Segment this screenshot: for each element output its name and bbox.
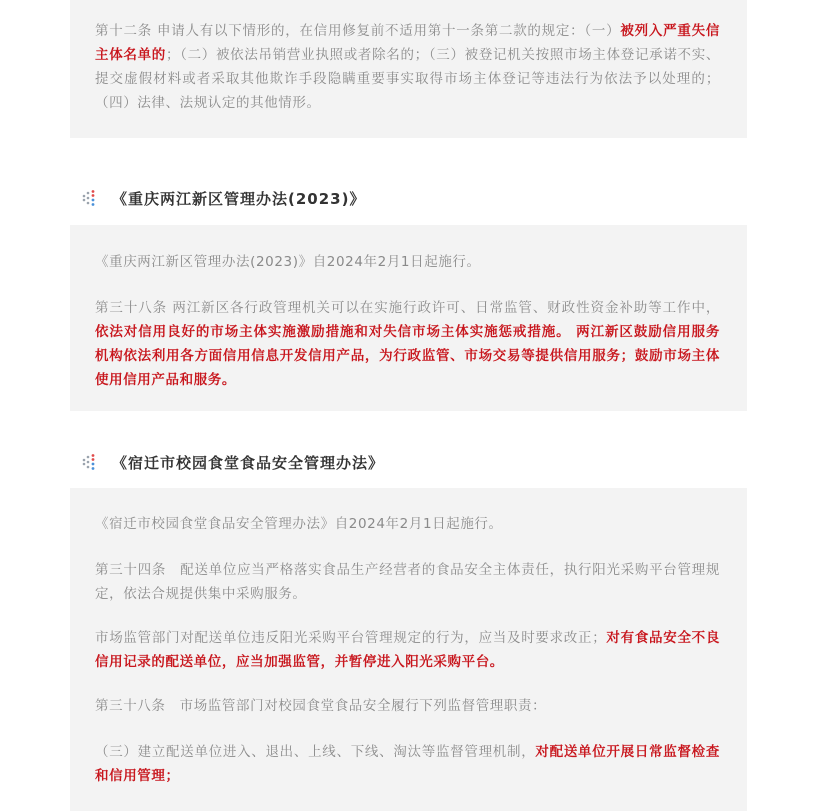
- section-title: 《宿迁市校园食堂食品安全管理办法》: [112, 453, 385, 472]
- article-12-emphasis: 被列入严重失信主体名单的: [95, 23, 721, 63]
- supervision-emphasis: 对有食品安全不良信用记录的配送单位，应当加强监管，并暂停进入阳光采购平台。: [95, 630, 720, 670]
- article-12-text-start: 第十二条 申请人有以下情形的，在信用修复前不适用第十一条第二款的规定：（一）: [95, 23, 621, 39]
- article-box-credit-repair: [70, 0, 747, 138]
- effective-date-paragraph: 《宿迁市校园食堂食品安全管理办法》自2024年2月1日起施行。: [95, 516, 503, 532]
- section-heading-suqian: [82, 450, 384, 474]
- section-title: 《重庆两江新区管理办法(2023)》: [112, 189, 366, 208]
- article-box-chongqing: [70, 225, 747, 411]
- article-12-paragraph: [95, 19, 720, 115]
- article-34-paragraph: 第三十四条 配送单位应当严格落实食品生产经营者的食品安全主体责任，执行阳光采购平台管理规定，依法合规提供集中采购服务。: [95, 562, 720, 602]
- article-38-emphasis: 依法对信用良好的市场主体实施激励措施和对失信市场主体实施惩戒措施。 两江新区鼓励信用服务机构依法利用各方面信用信息开发信用产品，为行政监管、市场交易等提供信用服务；鼓励市场主体使用信用产品和服务。: [95, 324, 720, 388]
- article-12-text-end: ；（二）被依法吊销营业执照或者除名的；（三）被登记机关按照市场主体登记承诺不实、提交虚假材料或者采取其他欺诈手段隐瞒重要事实取得市场主体登记等违法行为依法予以处理的；（四）法律、法规认定的其他情形。: [95, 47, 721, 111]
- effective-date-paragraph: 《重庆两江新区管理办法(2023)》自2024年2月1日起施行。: [95, 254, 481, 270]
- article-38-paragraph: 第三十八条 市场监管部门对校园食堂食品安全履行下列监督管理职责：: [95, 698, 547, 714]
- supervision-text-start: 市场监管部门对配送单位违反阳光采购平台管理规定的行为，应当及时要求改正；: [95, 630, 607, 646]
- article-box-suqian: [70, 488, 747, 811]
- article-38-paragraph: [95, 296, 720, 392]
- item-3-paragraph: [95, 740, 720, 788]
- dots-grid-icon: [82, 190, 98, 206]
- section-heading-chongqing: [82, 186, 365, 210]
- item-3-emphasis: 对配送单位开展日常监督检查和信用管理；: [95, 744, 720, 784]
- article-38-text-start: 第三十八条 两江新区各行政管理机关可以在实施行政许可、日常监管、财政性资金补助等工作中，: [95, 300, 720, 316]
- supervision-paragraph: [95, 626, 720, 674]
- item-3-text-start: （三）建立配送单位进入、退出、上线、下线、淘汰等监督管理机制，: [95, 744, 536, 760]
- dots-grid-icon: [82, 454, 98, 470]
